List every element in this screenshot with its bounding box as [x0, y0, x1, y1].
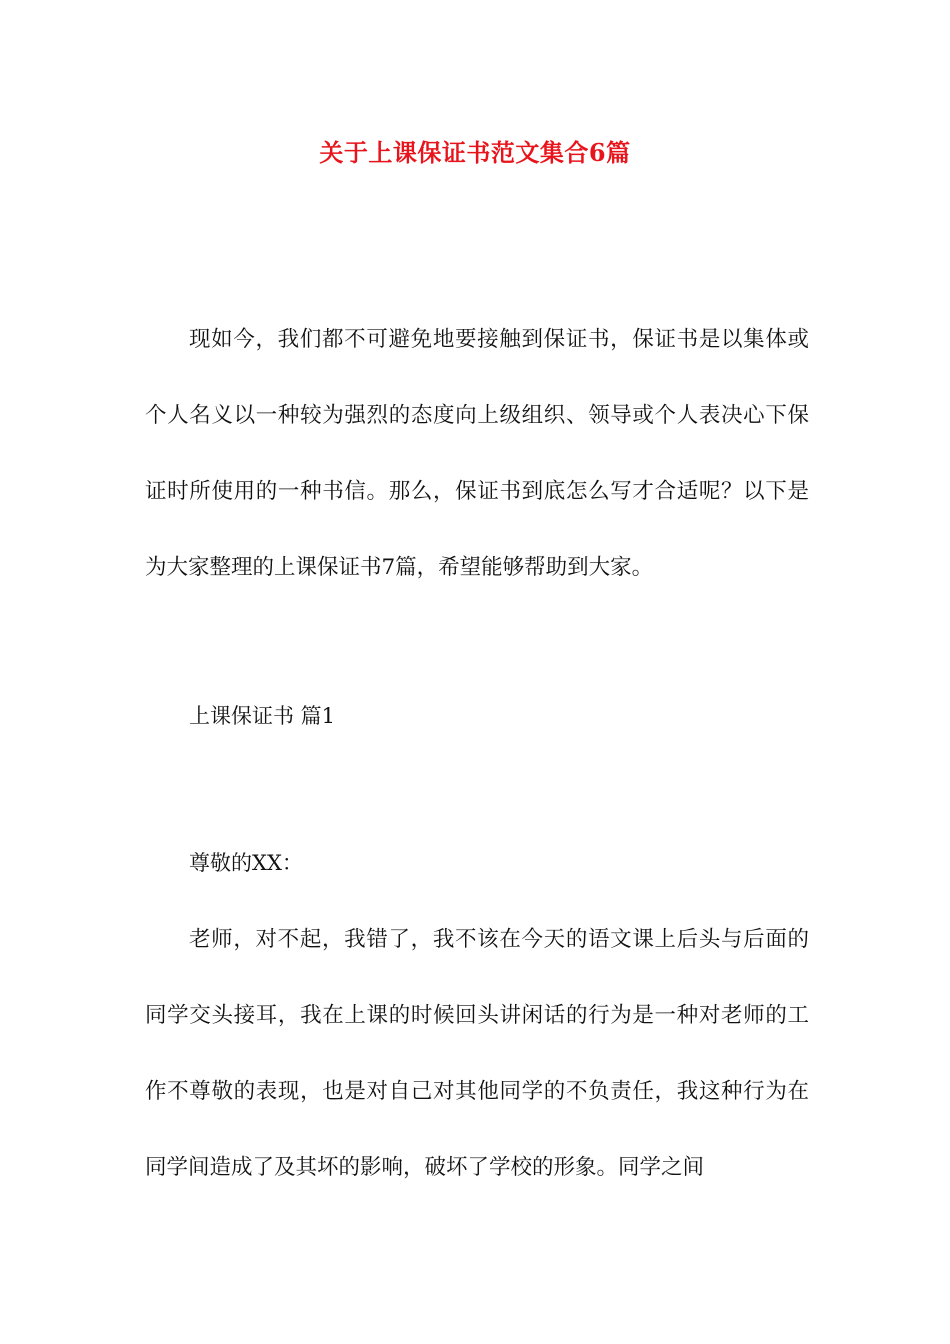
section-heading: 上课保证书 篇1	[189, 704, 336, 728]
document-title: 关于上课保证书范文集合6篇	[319, 138, 631, 167]
salutation: 尊敬的XX：	[189, 851, 303, 875]
intro-paragraph: 现如今，我们都不可避免地要接触到保证书，保证书是以集体或个人名义以一种较为强烈的态度向上级组织、领导或个人表决心下保证时所使用的一种书信。那么，保证书到底怎么写才合适呢？以下是为大家整理的上课保证书7篇，希望能够帮助到大家。	[145, 327, 809, 580]
letter-paragraph: 老师，对不起，我错了，我不该在今天的语文课上后头与后面的同学交头接耳，我在上课的时候回头讲闲话的行为是一种对老师的工作不尊敬的表现，也是对自己对其他同学的不负责任，我这种行为在同学间造成了及其坏的影响，破坏了学校的形象。同学之间	[145, 927, 809, 1180]
